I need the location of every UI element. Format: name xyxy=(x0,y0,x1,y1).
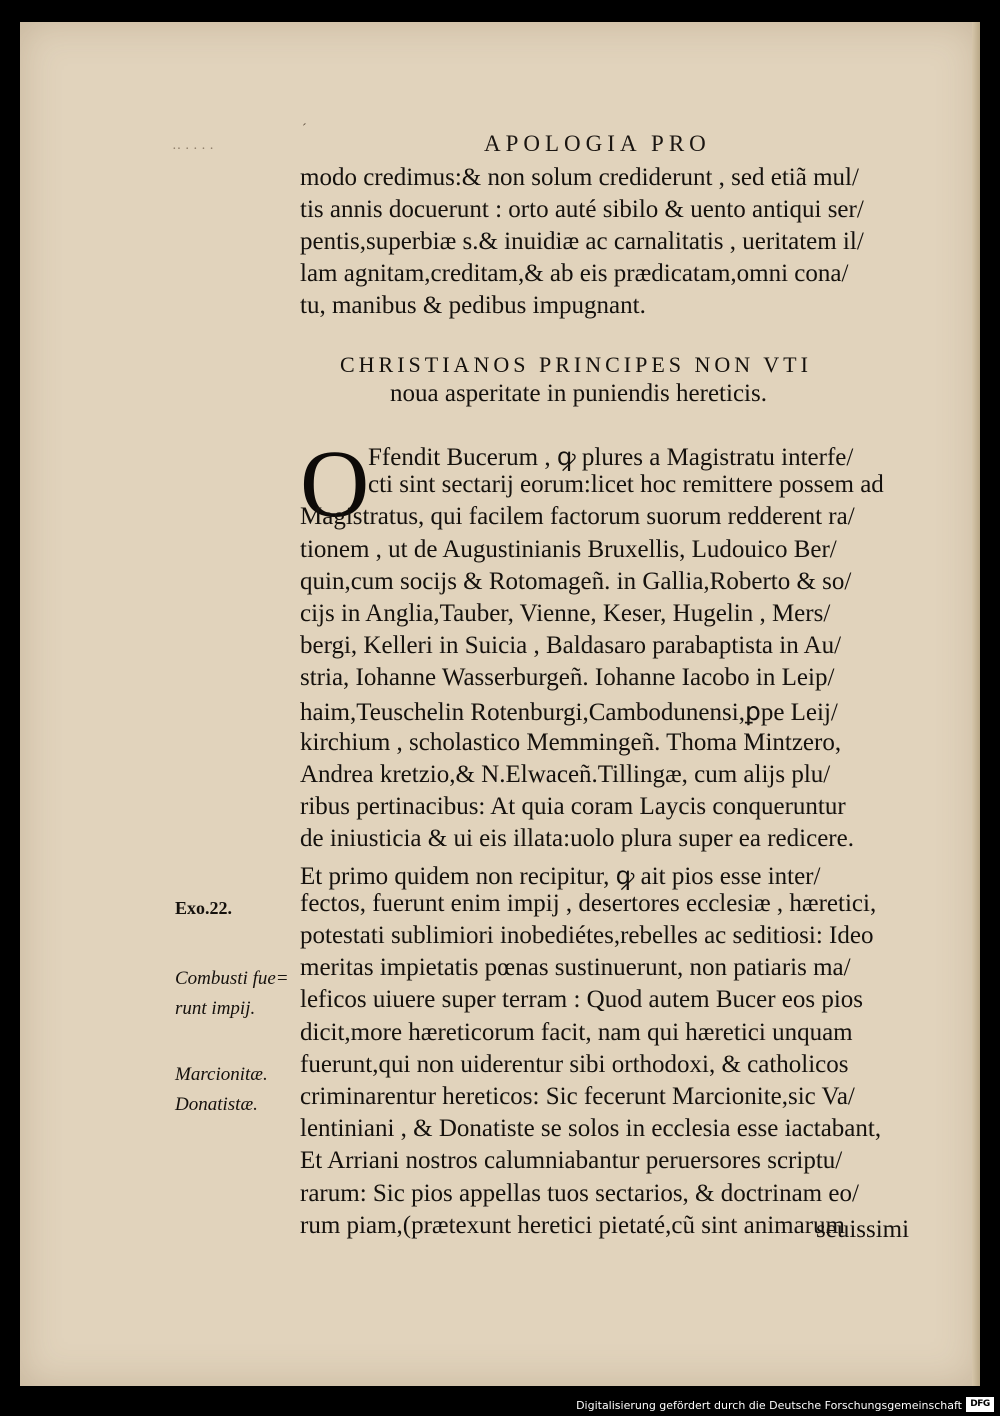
text-line: kirchium , scholastico Memmingeñ. Thoma Mintzero, xyxy=(300,728,842,756)
text-line: de iniusticia & ui eis illata:uolo plura super ea redicere. xyxy=(300,825,854,853)
margin-note-combusti-2: runt impij. xyxy=(175,998,256,1019)
page-smudge-marks: ·· · · · · xyxy=(172,142,214,157)
margin-note-combusti-1: Combusti fue= xyxy=(175,968,289,989)
text-line: potestati sublimiori inobediétes,rebelles ac seditiosi: Ideo xyxy=(300,922,874,949)
text-line: pentis,superbiæ s.& inuidiæ ac carnalitatis , ueritatem il/ xyxy=(300,228,864,255)
text-line: bergi, Kelleri in Suicia , Baldasaro parabaptista in Au/ xyxy=(300,632,842,660)
text-line: stria, Iohanne Wasserburgeñ. Iohanne Iacobo in Leip/ xyxy=(300,664,835,692)
dfg-logo: DFG xyxy=(966,1397,994,1412)
drop-capital: O xyxy=(300,430,370,537)
text-line: lentiniani , & Donatiste se solos in ecclesia esse iactabant, xyxy=(300,1115,882,1143)
section-heading: CHRISTIANOS PRINCIPES NON VTI xyxy=(340,352,812,377)
text-line: Ffendit Bucerum , ꝙ plures a Magistratu interfe/ xyxy=(368,444,854,471)
text-line: leficos uiuere super terram : Quod autem Bucer eos pios xyxy=(300,986,864,1014)
footer-credit: Digitalisierung gefördert durch die Deutsche Forschungsgemeinschaft xyxy=(576,1399,962,1412)
text-line: Andrea kretzio,& N.Elwaceñ.Tillingæ, cum alijs plu/ xyxy=(300,761,831,788)
margin-note-exo: Exo.22. xyxy=(175,898,233,918)
text-line: dicit,more hæreticorum facit, nam qui hæretici unquam xyxy=(300,1018,853,1046)
margin-note-marcionitae: Marcionitæ. xyxy=(175,1064,268,1085)
text-line: Et Arriani nostros calumniabantur peruersores scriptu/ xyxy=(300,1147,843,1175)
text-line: haim,Teuschelin Rotenburgi,Cambodunensi,ꝑpe Leij/ xyxy=(300,698,838,726)
margin-note-donatistae: Donatistæ. xyxy=(175,1094,258,1115)
text-line: fectos, fuerunt enim impij , desertores ecclesiæ , hæretici, xyxy=(300,889,877,917)
text-line: tu, manibus & pedibus impugnant. xyxy=(300,292,646,319)
section-subheading: noua asperitate in puniendis hereticis. xyxy=(390,380,767,407)
text-line: Magistratus, qui facilem factorum suorum redderent ra/ xyxy=(300,503,855,531)
text-line: cijs in Anglia,Tauber, Vienne, Keser, Hugelin , Mers/ xyxy=(300,600,831,627)
text-line: criminarentur hereticos: Sic fecerunt Marcionite,sic Va/ xyxy=(300,1083,855,1110)
running-head: APOLOGIA PRO xyxy=(484,131,711,156)
page-edge xyxy=(972,22,980,1386)
text-line: cti sint sectarij eorum:licet hoc remittere possem ad xyxy=(368,471,884,499)
text-line: lam agnitam,creditam,& ab eis prædicatam,omni cona/ xyxy=(300,260,849,287)
text-line: fuerunt,qui non uiderentur sibi orthodoxi, & catholicos xyxy=(300,1050,849,1078)
text-line: meritas impietatis pœnas sustinuerunt, non patiaris ma/ xyxy=(300,954,851,982)
text-line: ribus pertinacibus: At quia coram Laycis conqueruntur xyxy=(300,793,846,821)
text-line: rum piam,(prætexunt heretici pietaté,cũ sint animarum xyxy=(300,1211,845,1239)
text-line: modo credimus:& non solum crediderunt , sed etiã mul/ xyxy=(300,164,859,191)
ink-mark: ˊ xyxy=(302,122,307,137)
catchword: seuissimi xyxy=(816,1216,910,1243)
text-line: tionem , ut de Augustinianis Bruxellis, Ludouico Ber/ xyxy=(300,535,837,563)
text-line: quin,cum socijs & Rotomageñ. in Gallia,Roberto & so/ xyxy=(300,567,852,595)
text-line: tis annis docuerunt : orto auté sibilo & uento antiqui ser/ xyxy=(300,196,864,223)
text-line: Et primo quidem non recipitur, ꝙ ait pios esse inter/ xyxy=(300,862,821,890)
text-line: rarum: Sic pios appellas tuos sectarios, & doctrinam eo/ xyxy=(300,1179,859,1207)
